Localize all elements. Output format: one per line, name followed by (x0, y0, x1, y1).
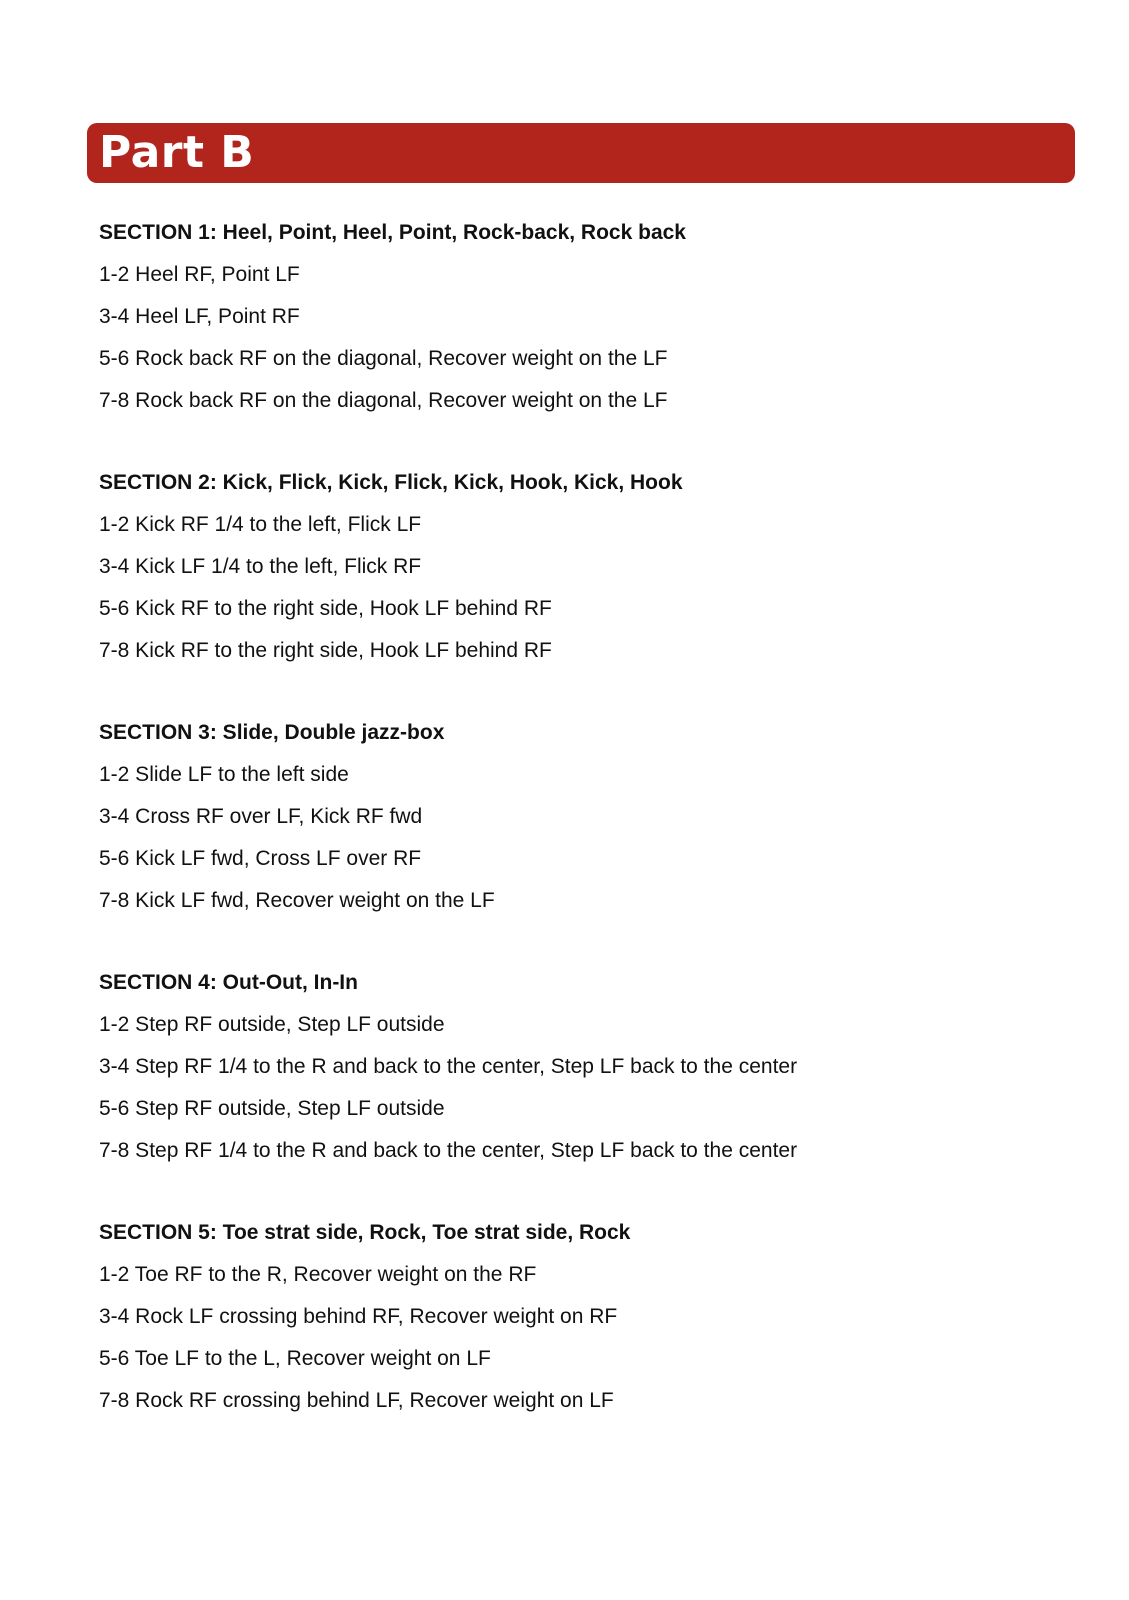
step-line: 5-6 Kick LF fwd, Cross LF over RF (99, 847, 422, 870)
part-banner (87, 123, 1075, 183)
section-2 (99, 462, 1059, 672)
step-line: 7-8 Kick RF to the right side, Hook LF behind RF (99, 639, 552, 662)
section-3 (99, 712, 1059, 922)
section-heading: SECTION 2: Kick, Flick, Kick, Flick, Kick, Hook, Kick, Hook (99, 471, 683, 494)
step-line: 3-4 Cross RF over LF, Kick RF fwd (99, 805, 423, 828)
step-line: 5-6 Toe LF to the L, Recover weight on LF (99, 1347, 491, 1370)
step-line: 7-8 Kick LF fwd, Recover weight on the LF (99, 889, 495, 912)
page-title: Part B (99, 127, 255, 178)
section-4 (99, 962, 1059, 1172)
step-line: 3-4 Step RF 1/4 to the R and back to the center, Step LF back to the center (99, 1055, 798, 1078)
step-line: 3-4 Rock LF crossing behind RF, Recover weight on RF (99, 1305, 618, 1328)
step-line: 1-2 Kick RF 1/4 to the left, Flick LF (99, 513, 422, 536)
step-line: 1-2 Slide LF to the left side (99, 763, 349, 786)
step-line: 3-4 Kick LF 1/4 to the left, Flick RF (99, 555, 422, 578)
step-line: 5-6 Step RF outside, Step LF outside (99, 1097, 445, 1120)
section-1 (99, 212, 1059, 422)
step-line: 7-8 Rock RF crossing behind LF, Recover weight on LF (99, 1389, 614, 1412)
step-line: 1-2 Toe RF to the R, Recover weight on the RF (99, 1263, 537, 1286)
step-line: 7-8 Rock back RF on the diagonal, Recover weight on the LF (99, 389, 668, 412)
section-heading: SECTION 5: Toe strat side, Rock, Toe strat side, Rock (99, 1221, 631, 1244)
step-line: 3-4 Heel LF, Point RF (99, 305, 300, 328)
section-heading: SECTION 3: Slide, Double jazz-box (99, 721, 445, 744)
step-line: 1-2 Heel RF, Point LF (99, 263, 300, 286)
section-5 (99, 1212, 1059, 1422)
section-heading: SECTION 1: Heel, Point, Heel, Point, Rock-back, Rock back (99, 221, 686, 244)
step-line: 7-8 Step RF 1/4 to the R and back to the center, Step LF back to the center (99, 1139, 798, 1162)
step-line: 5-6 Rock back RF on the diagonal, Recover weight on the LF (99, 347, 668, 370)
step-line: 5-6 Kick RF to the right side, Hook LF behind RF (99, 597, 552, 620)
step-line: 1-2 Step RF outside, Step LF outside (99, 1013, 445, 1036)
section-heading: SECTION 4: Out-Out, In-In (99, 971, 358, 994)
step-sheet (99, 212, 1059, 1462)
